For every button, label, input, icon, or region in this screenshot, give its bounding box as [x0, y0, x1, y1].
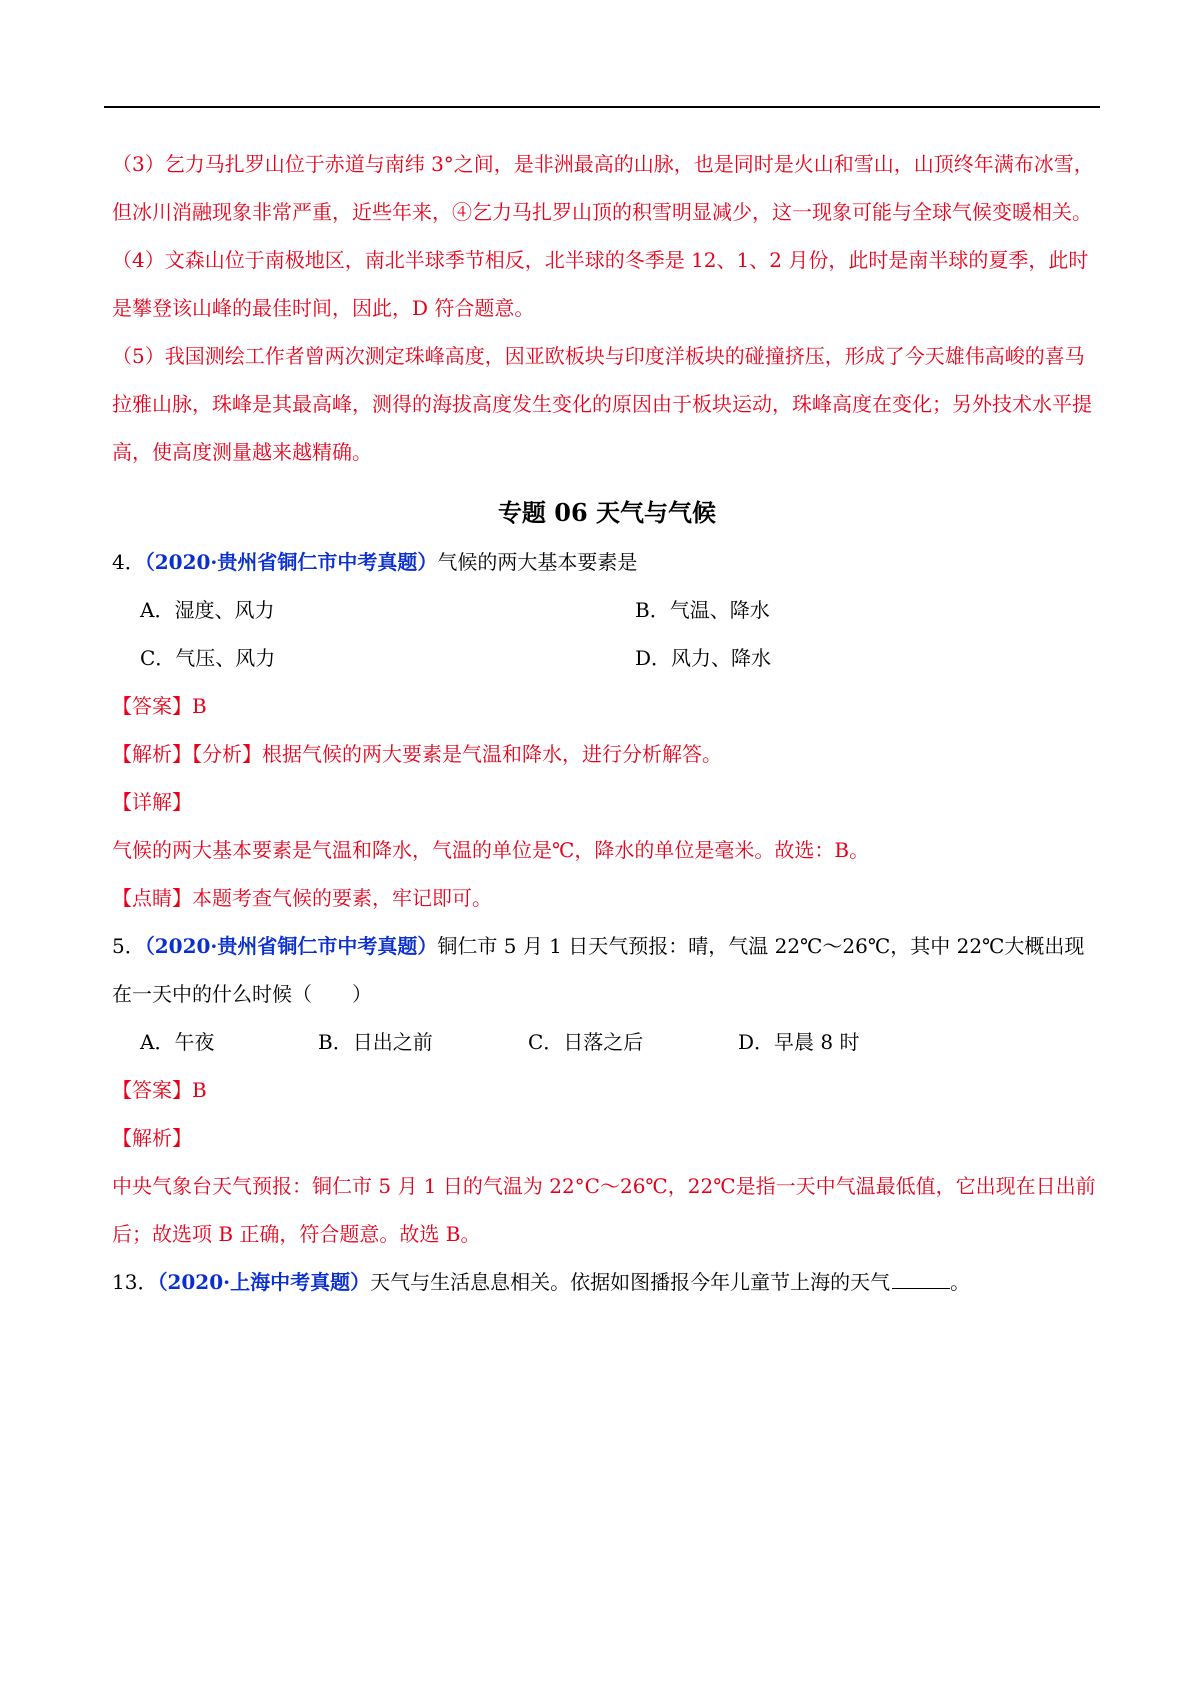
question-stem: 气候的两大基本要素是 [437, 550, 638, 574]
question-end: 。 [950, 1270, 971, 1294]
question-5 [112, 922, 1102, 1018]
option-a: A．湿度、风力 [140, 598, 275, 622]
option-c: C．气压、风力 [140, 646, 276, 670]
option-b: B．日出之前 [318, 1030, 433, 1054]
question-stem: 天气与生活息息相关。依据如图播报今年儿童节上海的天气 [370, 1270, 891, 1294]
options-row [112, 1018, 1102, 1066]
header-rule [104, 106, 1100, 108]
page-content [112, 140, 1102, 1306]
answer-blank[interactable] [892, 1268, 950, 1289]
question-4 [112, 538, 1102, 586]
question-source: （2020·上海中考真题） [157, 1270, 371, 1294]
comment-line: 【点睛】本题考查气候的要素，牢记即可。 [112, 886, 492, 910]
question-13 [112, 1258, 1102, 1306]
analysis-item-5: （5）我国测绘工作者曾两次测定珠峰高度，因亚欧板块与印度洋板块的碰撞挤压，形成了今天雄伟高峻的喜马拉雅山脉，珠峰是其最高峰，测得的海拔高度发生变化的原因由于板块运动，珠峰高度在变化；另外技术水平提高，使高度测量越来越精确。 [112, 344, 1092, 464]
section-title: 专题 06 天气与气候 [497, 498, 717, 527]
option-a: A．午夜 [140, 1030, 215, 1054]
analysis-line: 【解析】【分析】根据气候的两大要素是气温和降水，进行分析解答。 [112, 742, 722, 766]
question-stem: 铜仁市 5 月 1 日天气预报：晴，气温 22℃～26℃，其中 22℃大概出现在一天中的什么时候（ ） [112, 934, 1085, 1006]
options-row [112, 634, 1102, 682]
question-number: 5． [112, 934, 145, 958]
analysis-item-4: （4）文森山位于南极地区，南北半球季节相反，北半球的冬季是 12、1、2 月份，此时是南半球的夏季，此时是攀登该山峰的最佳时间，因此，D 符合题意。 [112, 248, 1089, 320]
option-d: D．早晨 8 时 [738, 1030, 860, 1054]
detail-text: 气候的两大基本要素是气温和降水，气温的单位是℃，降水的单位是毫米。故选：B。 [112, 838, 870, 862]
question-source: （2020·贵州省铜仁市中考真题） [144, 550, 438, 574]
answer-line: 【答案】B [112, 694, 207, 718]
analysis-label: 【解析】 [112, 1126, 192, 1150]
analysis-item-3: （3）乞力马扎罗山位于赤道与南纬 3°之间，是非洲最高的山脉，也是同时是火山和雪山，山顶终年满布冰雪，但冰川消融现象非常严重，近些年来，④乞力马扎罗山顶的积雪明显减少，这一现象可能与全球气候变暖相关。 [112, 152, 1094, 224]
analysis-text: 中央气象台天气预报：铜仁市 5 月 1 日的气温为 22°C～26℃，22℃是指一天中气温最低值，它出现在日出前后；故选项 B 正确，符合题意。故选 B。 [112, 1174, 1096, 1246]
detail-label: 【详解】 [112, 790, 192, 814]
question-number: 4． [112, 550, 145, 574]
question-source: （2020·贵州省铜仁市中考真题） [144, 934, 438, 958]
options-row [112, 586, 1102, 634]
answer-line: 【答案】B [112, 1078, 207, 1102]
option-d: D．风力、降水 [635, 646, 772, 670]
option-b: B．气温、降水 [635, 598, 770, 622]
question-number: 13． [112, 1270, 158, 1294]
option-c: C．日落之后 [528, 1030, 644, 1054]
